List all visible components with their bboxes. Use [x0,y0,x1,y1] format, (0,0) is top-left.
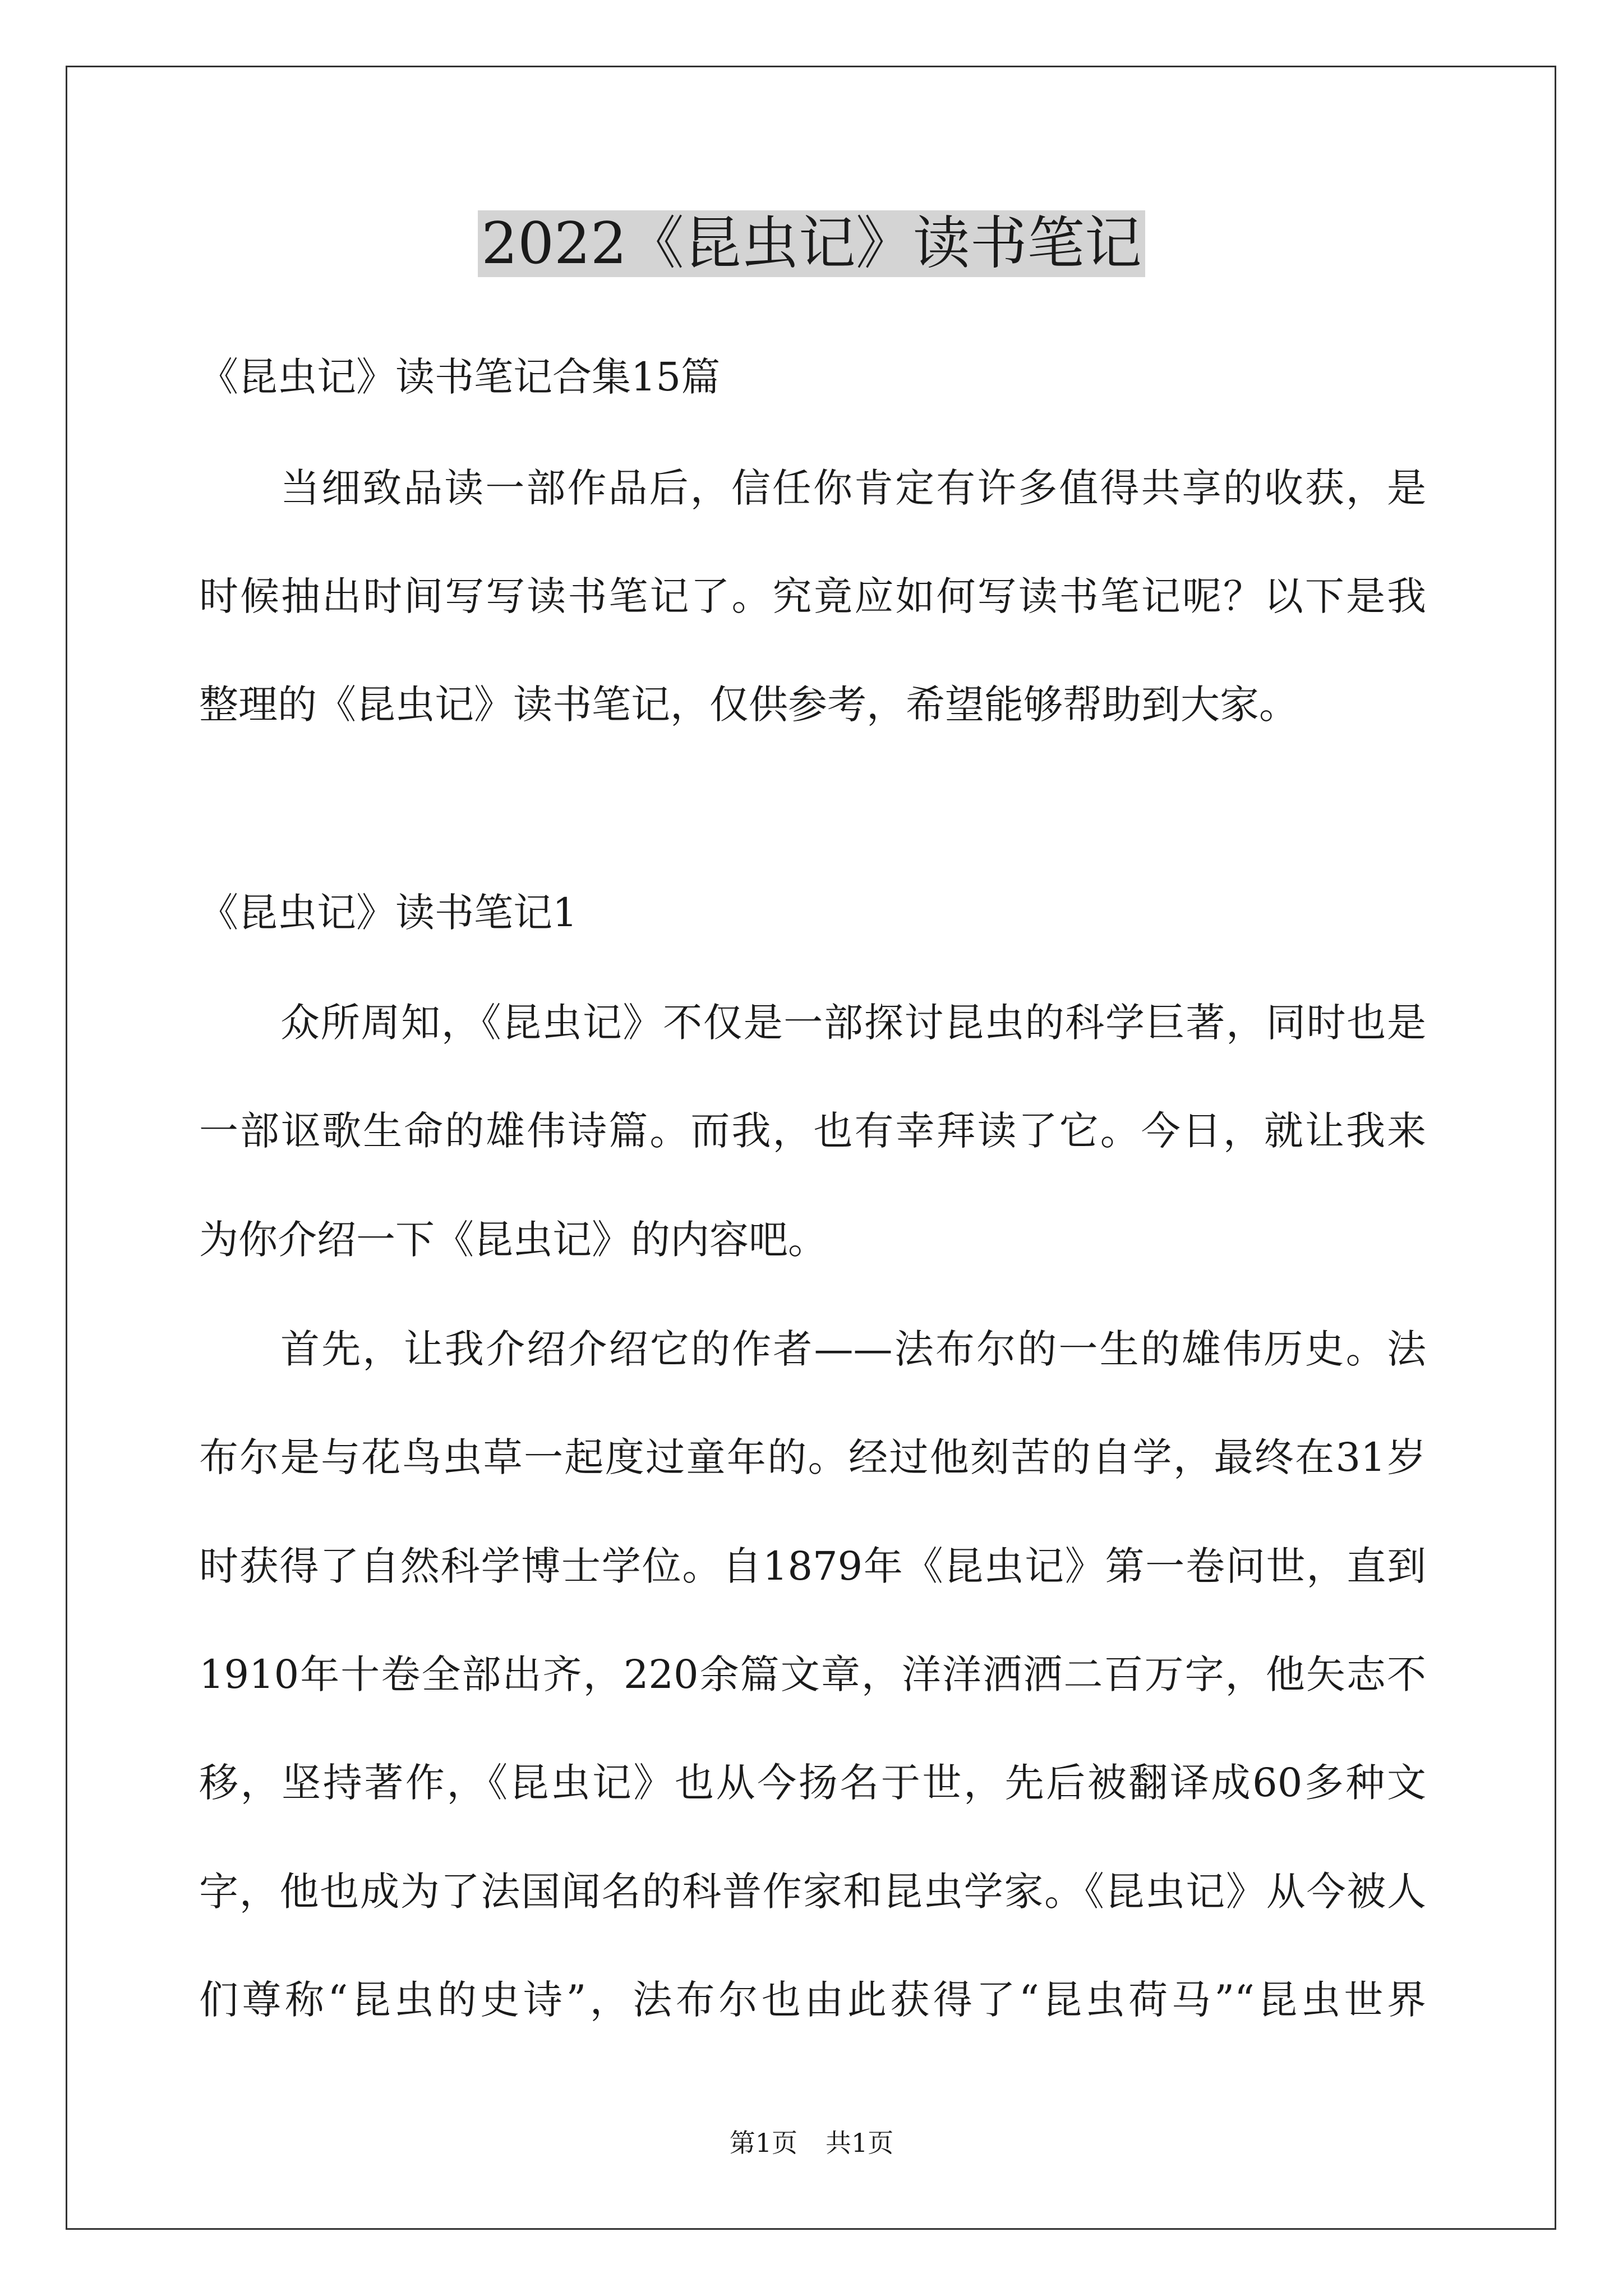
paragraph-line: 布尔是与花鸟虫草一起度过童年的。经过他刻苦的自学，最终在31岁 [199,1434,1426,1480]
paragraph-line: 众所周知，《昆虫记》不仅是一部探讨昆虫的科学巨著，同时也是 [280,1000,1426,1046]
paragraph-line: 们尊称“昆虫的史诗”，法布尔也由此获得了“昆虫荷马”“昆虫世界 [199,1977,1426,2023]
intro-line: 当细致品读一部作品后，信任你肯定有许多值得共享的收获，是 [280,465,1426,511]
subtitle: 《昆虫记》读书笔记合集15篇 [199,354,721,400]
paragraph-line: 移，坚持著作，《昆虫记》也从今扬名于世，先后被翻译成60多种文 [199,1760,1426,1806]
paragraph-line: 一部讴歌生命的雄伟诗篇。而我，也有幸拜读了它。今日，就让我来 [199,1108,1426,1154]
page-footer [0,2126,1623,2160]
paragraph-line: 1910年十卷全部出齐，220余篇文章，洋洋洒洒二百万字，他矢志不 [199,1651,1426,1697]
document-title [0,205,1623,283]
intro-line: 时候抽出时间写写读书笔记了。究竟应如何写读书笔记呢？以下是我 [199,573,1426,619]
paragraph-line: 首先，让我介绍介绍它的作者——法布尔的一生的雄伟历史。法 [280,1326,1426,1372]
intro-line: 整理的《昆虫记》读书笔记，仅供参考，希望能够帮助到大家。 [199,682,1298,728]
paragraph-line: 为你介绍一下《昆虫记》的内容吧。 [199,1217,827,1263]
section-heading: 《昆虫记》读书笔记1 [199,890,578,936]
page-number: 第1页 [729,2128,797,2158]
document-title-text: 2022《昆虫记》读书笔记 [478,210,1145,277]
paragraph-line: 字，他也成为了法国闻名的科普作家和昆虫学家。《昆虫记》从今被人 [199,1869,1426,1915]
paragraph-line: 时获得了自然科学博士学位。自1879年《昆虫记》第一卷问世，直到 [199,1543,1426,1589]
page-total: 共1页 [826,2128,894,2158]
